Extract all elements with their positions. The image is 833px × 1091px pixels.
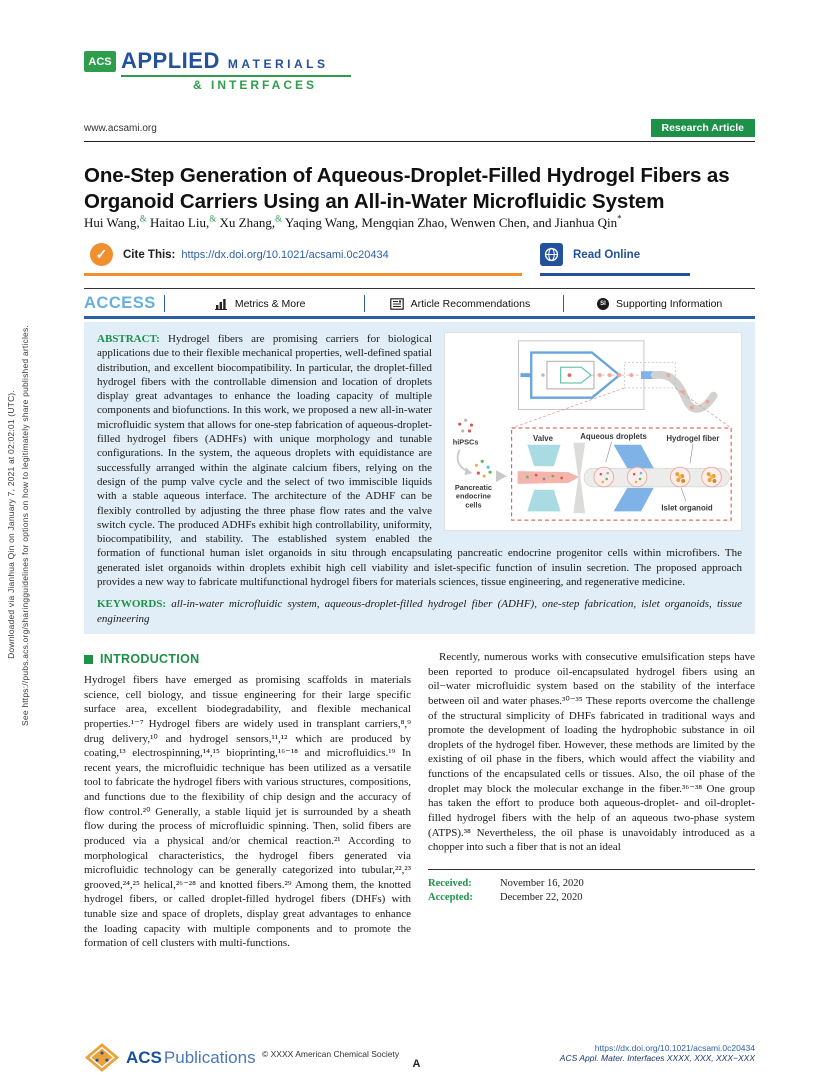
corresponding-author-mark: * [617, 214, 622, 224]
footer-doi-link[interactable]: https://dx.doi.org/10.1021/acsami.0c20434 [594, 1043, 755, 1053]
download-stamp-line1: Downloaded via Jianhua Qin on January 7, 2021 at 02:02:01 (UTC). [6, 390, 16, 659]
access-bar-rule [84, 316, 755, 319]
article-title: One-Step Generation of Aqueous-Droplet-Filled Hydrogel Fibers as Organoid Carriers Using an All-in-Water Microfluidic System [84, 163, 730, 213]
author: Yaqing Wang, Mengqian Zhao, Wenwen Chen, and Jianhua Qin* [284, 214, 622, 231]
right-column [428, 650, 755, 951]
supporting-information-link[interactable] [564, 298, 755, 310]
article-recommendations-link[interactable] [365, 298, 556, 310]
metrics-label: Metrics & More [234, 297, 306, 310]
author-list [84, 214, 755, 231]
access-link[interactable]: ACCESS [84, 294, 156, 312]
author: Xu Zhang,& [219, 214, 283, 231]
cite-bar [84, 243, 755, 276]
footer-citation-block [560, 1043, 755, 1063]
accepted-row [428, 892, 755, 903]
article-icon [390, 298, 404, 310]
acs-logo-badge: ACS [84, 51, 116, 72]
divider-rule [84, 288, 755, 289]
left-column [84, 650, 411, 951]
keywords-paragraph [97, 597, 742, 626]
publisher-acs: ACS [126, 1047, 162, 1067]
page-footer [0, 1040, 833, 1086]
doi-link[interactable]: https://dx.doi.org/10.1021/acsami.0c20434 [181, 248, 389, 261]
islet-organoid-label: Islet organoid [661, 503, 713, 513]
section-square-icon [84, 655, 93, 664]
author: Hui Wang,& [84, 214, 147, 231]
globe-icon [540, 243, 563, 266]
graphical-abstract-svg [445, 333, 739, 528]
cite-this-section [84, 243, 522, 276]
footer-journal-citation: ACS Appl. Mater. Interfaces XXXX, XXX, XXX−XXX [559, 1053, 755, 1063]
keywords-label: KEYWORDS: [97, 598, 167, 611]
svg-text:endocrine: endocrine [455, 491, 491, 501]
accepted-label: Accepted: [428, 891, 473, 903]
hipscs-label: hiPSCs [452, 437, 479, 447]
introduction-heading [84, 652, 411, 666]
abstract-section [84, 322, 755, 634]
author-affiliation-mark: & [209, 214, 217, 224]
abstract-body-text: Hydrogel fibers are promising carriers for biological applications due to their flexible mechanical properties, well-defined spatial distribution, and excellent biocompatibility. In particular, the droplet-filled hydrogel fibers with the controllable dimension and location of droplets display great advantages to enhance the loading capacity of multiple components and biofunctions. In this work, we proposed a new all-in-water microfluidic system that allows for one-step fabrication of aqueous-droplet-filled hydrogel fibers (ADHFs) with unique morphology and tunable configurations. In the system, the aqueous droplets with equidistance are successfully arranged within the alginate calcium fibers, relying on the design of the pump valve cycle and the select of two immiscible liquids with a stable aqueous interface. The architecture of the ADHF can be flexibly controlled by adjusting the three phase flow rates and the valve switch cycle. The produced ADHFs exhibit high controllability, uniformity, biocompatibility, and stability. The established system enabled the formation of functional human islet organoids in situ through encapsulating pancreatic endocrine progenitor cells within microfibers. The generated islet organoids within droplets exhibit high cell viability and islet-specific function of insulin secretion. The proposed approach provides a new way to fabricate multifunctional hydrogel fibers for materials sciences, tissue engineering, and regenerative medicine. [97, 333, 742, 589]
accepted-date: December 22, 2020 [500, 891, 583, 903]
author-affiliation-mark: & [139, 214, 147, 224]
header-rule [84, 141, 755, 142]
aqueous-droplets-label: Aqueous droplets [580, 431, 647, 441]
abstract-label: ABSTRACT: [97, 333, 160, 345]
pancreatic-cells-label: Pancreatic [454, 482, 492, 492]
supporting-info-label: Supporting Information [616, 297, 723, 310]
received-date: November 16, 2020 [500, 877, 584, 889]
valve-label: Valve [532, 433, 554, 443]
read-online-label: Read Online [573, 248, 641, 261]
author: Haitao Liu,& [150, 214, 217, 231]
introduction-heading-text: INTRODUCTION [100, 652, 200, 666]
received-accepted-box [428, 869, 755, 903]
intro-paragraph-left: Hydrogel fibers have emerged as promising scaffolds in materials science, cell biology, and tissue engineering for their large specific surface area, excellent biodegradability, and flexible mechanical properties.¹⁻⁷ Hydrogel fibers are widely used in transplant carriers,⁸,⁹ drug delivery,¹⁰ and hydrogel sensors,¹¹,¹² which are produced by coating,¹³ electrospinning,¹⁴,¹⁵ bioprinting,¹⁶⁻¹⁸ and microfluidics.¹⁹ In recent years, the microfluidic technique has been utilized as a versatile tool to fabricate the hydrogel fibers with various structures, compositions, and functions due to the flexibility of chip design and the accuracy of flow control.²⁰ Generally, a stable liquid jet is surrounded by a sheath flow during the process of microfluidic spinning. Then, solid fibers are produced via a physical and/or chemical reaction.²¹ According to morphological characteristics, the hydrogel fibers generated via microfluidic technology can be generally categorized into tubular,²²,²³ grooved,²⁴,²⁵ helical,²⁶⁻²⁸ and knotted fibers.²⁹ Among them, the knotted hydrogel fibers, or called droplet-filled hydrogel fibers (DHFs) with tunable size and space of droplets, display great advantages to enhance the loading capacity with multiple components and to promote the formation of cell clusters with multi-functions. [84, 674, 411, 950]
journal-website-link[interactable]: www.acsami.org [84, 122, 157, 134]
recommendations-label: Article Recommendations [410, 297, 531, 310]
sharing-guidelines-stamp-line2: See https://pubs.acs.org/sharingguidelines for options on how to legitimately share published articles. [20, 325, 30, 726]
cite-check-icon: ✓ [90, 243, 113, 266]
article-body [84, 650, 755, 951]
journal-masthead [84, 48, 755, 92]
cite-this-label: Cite This: [123, 248, 176, 261]
bar-chart-icon [215, 298, 228, 310]
publisher-name: Publications [163, 1047, 256, 1067]
journal-name-interfaces: & INTERFACES [193, 78, 318, 92]
graphical-abstract-figure [444, 332, 742, 531]
svg-text:cells: cells [465, 500, 482, 510]
keywords-text: all-in-water microfluidic system, aqueous-droplet-filled hydrogel fiber (ADHF), one-step fabrication, islet organoids, tissue engineering [97, 598, 742, 625]
hydrogel-fiber-label: Hydrogel fiber [666, 433, 720, 443]
article-type-badge: Research Article [651, 119, 756, 137]
access-bar [84, 292, 755, 315]
received-label: Received: [428, 877, 472, 889]
intro-paragraph-right: Recently, numerous works with consecutive emulsification steps have been reported to produce oil-encapsulated hydrogel fibers using an oil−water microfluidic system based on the stability of the interface between oil and water phases.³⁰⁻³⁵ These reports overcome the challenge of the structural simplicity of DHFs fabricated in traditional ways and promote the development of loading the hydrophobic substance in oil droplets of the hydrogel fiber. However, these methods are limited by the existing of oil phase in the fibers, which would affect the viability and functions of the encapsulated cells or tissues. Also, the oil phase of the droplet may block the molecular exchange in the fiber.³⁶⁻³⁸ One group has taken the effort to produce both aqueous-droplet- and oil-droplet-filled hydrogel fibers with the help of an aqueous two-phase system (ATPS).³⁸ Nevertheless, the oil phase is unavoidably introduced as a chopper into such a fiber that is not an ideal [428, 651, 755, 854]
read-online-button[interactable] [540, 243, 690, 276]
si-icon: SI [597, 298, 609, 310]
metrics-and-more-link[interactable] [165, 298, 356, 310]
page-number: A [412, 1058, 421, 1070]
copyright-text: © XXXX American Chemical Society [262, 1049, 400, 1059]
logo-divider [121, 75, 351, 77]
journal-name-applied: APPLIED [121, 48, 220, 73]
author-affiliation-mark: & [275, 214, 283, 224]
received-row [428, 878, 755, 889]
journal-name-materials: MATERIALS [227, 57, 329, 71]
